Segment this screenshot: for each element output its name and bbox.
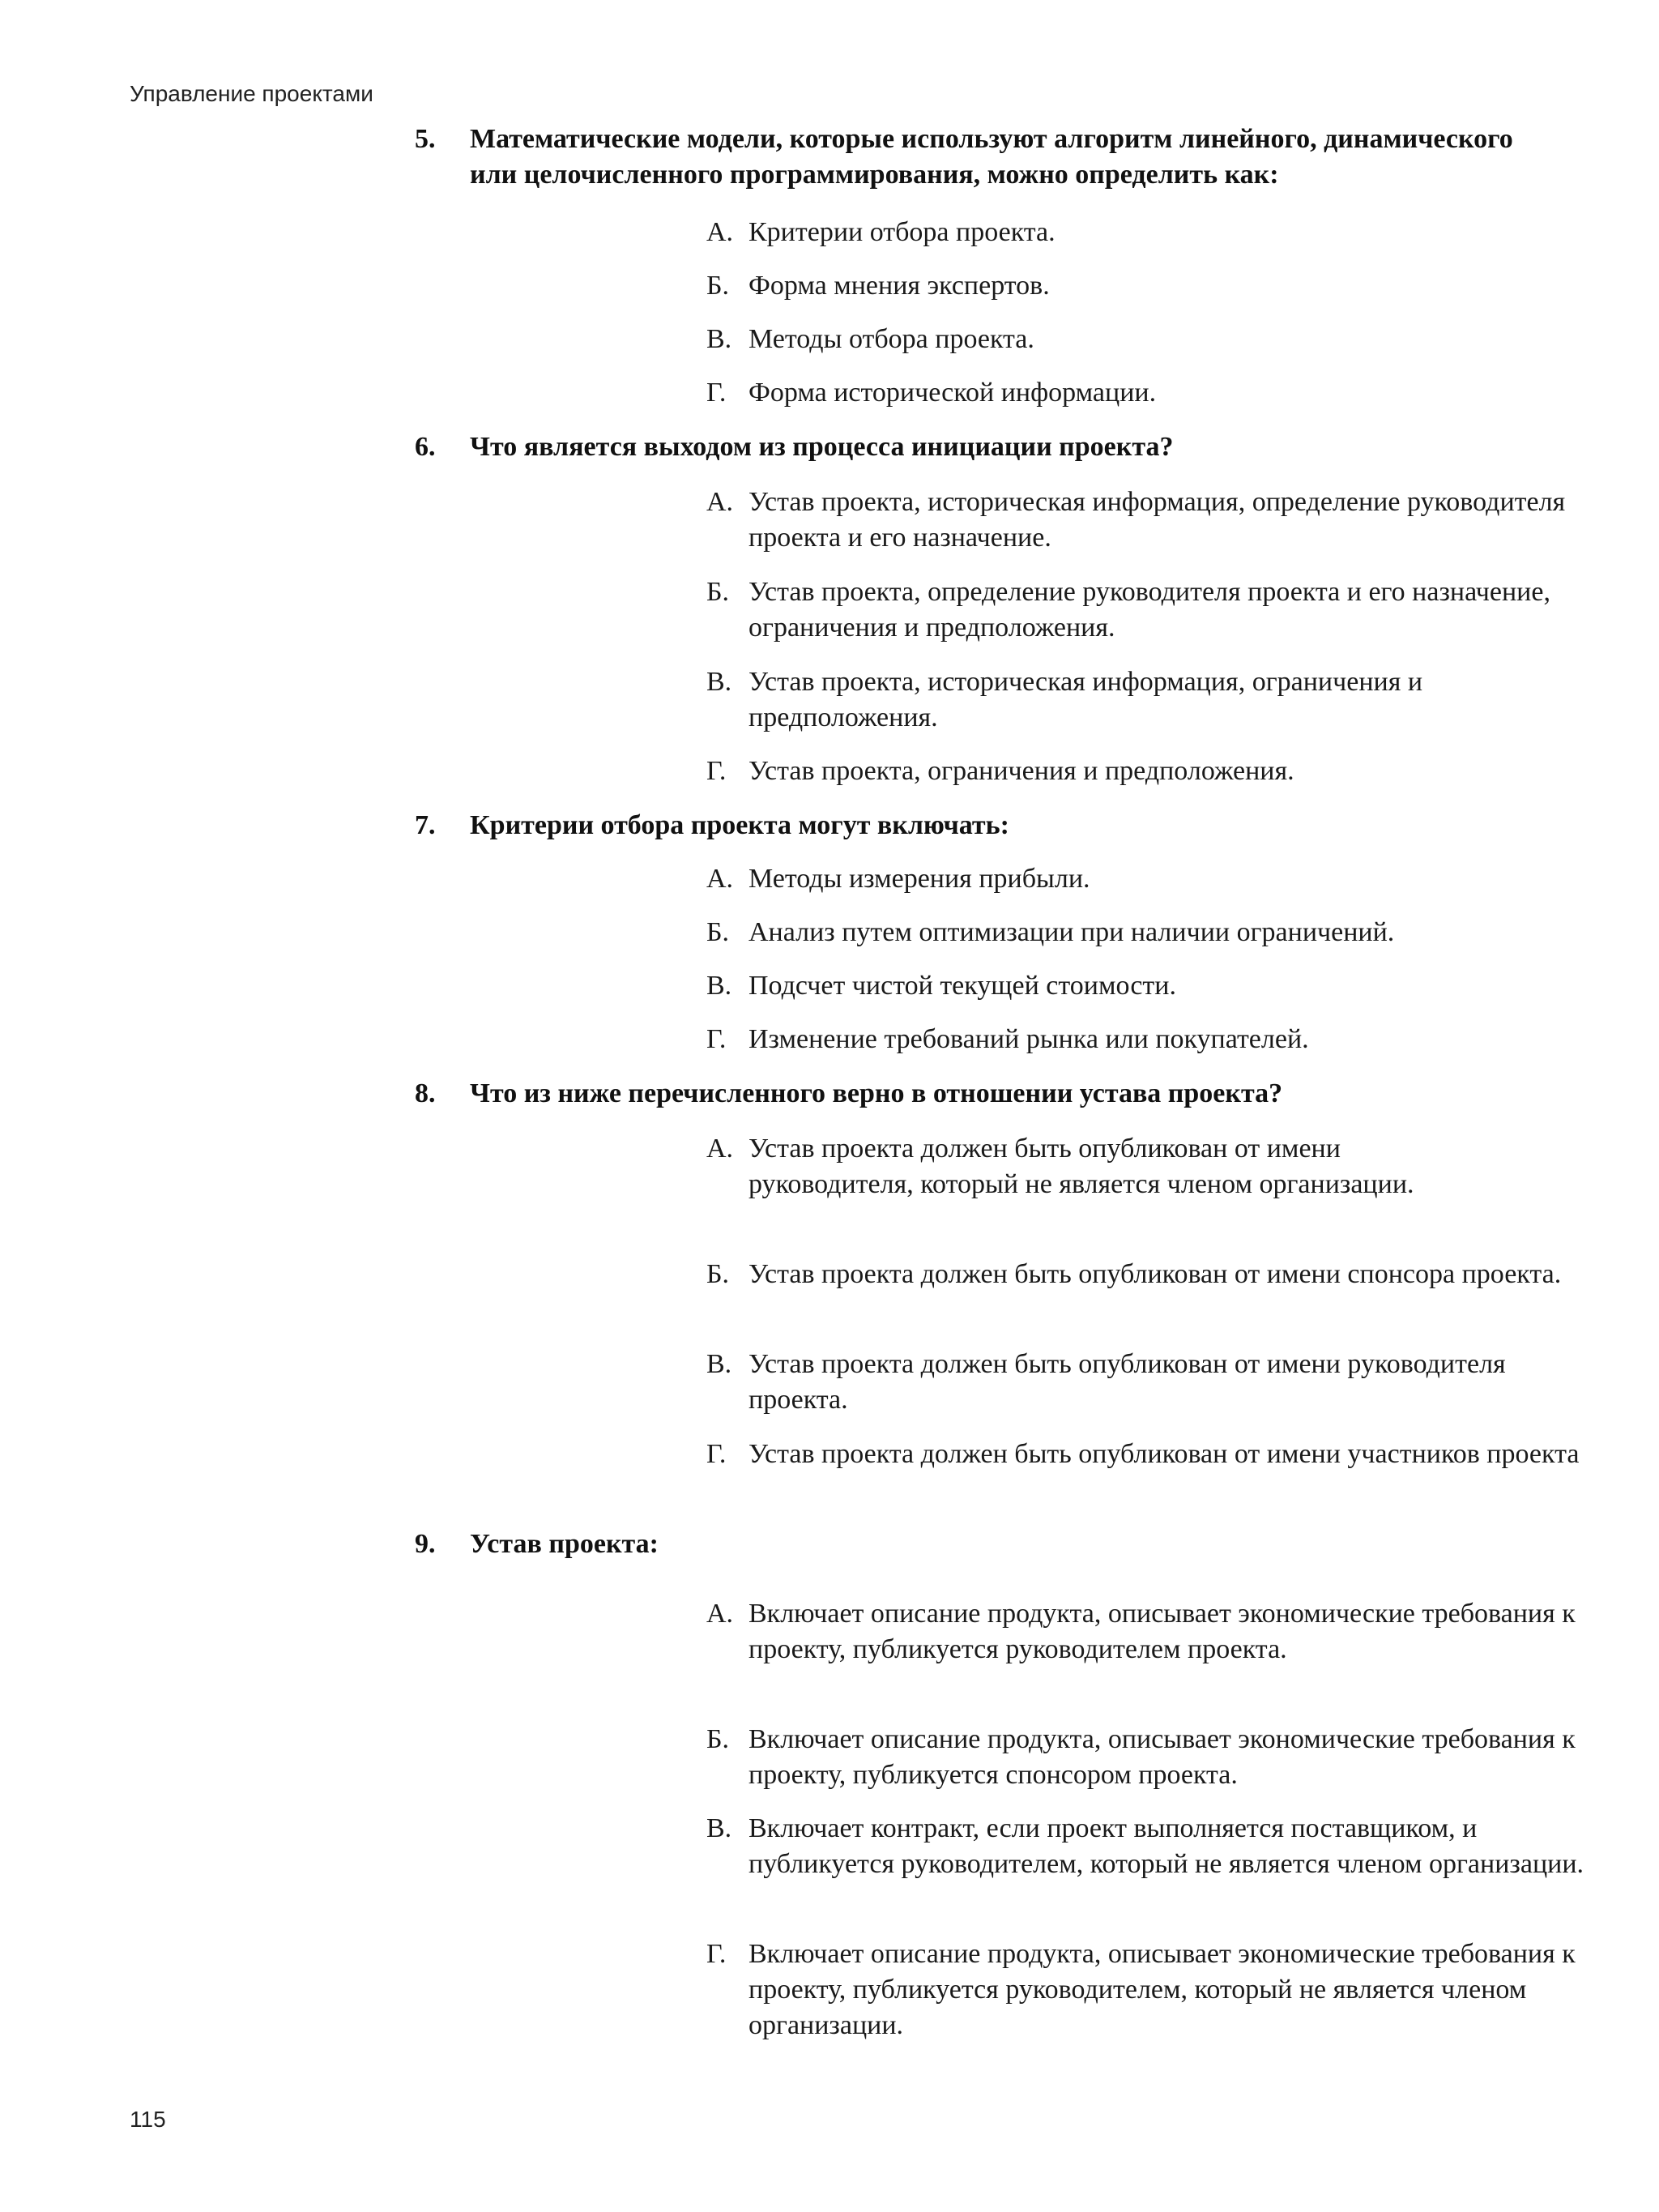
answer-option <box>706 574 1607 646</box>
question-7 <box>415 808 1565 843</box>
question-stem <box>415 1076 1565 1112</box>
answer-letter: А. <box>706 1134 734 1164</box>
answer-text: Методы измерения прибыли. <box>748 864 1090 894</box>
answer-letter: Б. <box>706 917 730 947</box>
question-text: Устав проекта: <box>470 1529 659 1559</box>
answer-letter: А. <box>706 487 734 517</box>
answer-text: Форма исторической информации. <box>748 378 1157 408</box>
question-number: 7. <box>415 810 436 840</box>
answer-letter: Б. <box>706 271 730 301</box>
running-head: Управление проектами <box>130 81 373 106</box>
answer-option <box>706 215 1607 250</box>
answer-letter: Б. <box>706 1259 730 1289</box>
question-stem <box>415 429 1565 465</box>
answer-text: Устав проекта должен быть опубликован от имени руководителя проекта. <box>748 1349 1506 1415</box>
answer-option <box>706 322 1607 357</box>
answer-option <box>706 1437 1607 1472</box>
answer-letter: Г. <box>706 1024 727 1054</box>
question-text: Что из ниже перечисленного верно в отношении устава проекта? <box>470 1078 1283 1108</box>
answer-option <box>706 485 1607 556</box>
answer-option <box>706 1811 1607 1882</box>
answer-letter: В. <box>706 667 732 697</box>
answer-option <box>706 1722 1607 1793</box>
answer-option <box>706 268 1607 304</box>
answer-text: Подсчет чистой текущей стоимости. <box>748 971 1176 1001</box>
answer-text: Устав проекта, историческая информация, определение руководителя проекта и его назначение. <box>748 487 1566 553</box>
answer-letter: А. <box>706 1599 734 1629</box>
question-5 <box>415 122 1565 193</box>
question-8 <box>415 1076 1565 1112</box>
answer-option <box>706 1022 1607 1057</box>
answer-letter: В. <box>706 1813 732 1843</box>
answer-letter: А. <box>706 217 734 247</box>
answer-letter: Г. <box>706 1939 727 1969</box>
answer-text: Включает описание продукта, описывает экономические требования к проекту, публикуется руководителем, который не является членом организации. <box>748 1939 1576 2040</box>
answer-letter: Г. <box>706 756 727 786</box>
answer-option <box>706 1937 1607 2043</box>
answer-option <box>706 968 1607 1004</box>
answer-text: Устав проекта, определение руководителя проекта и его назначение, ограничения и предположения. <box>748 577 1550 643</box>
answer-text: Устав проекта, историческая информация, ограничения и предположения. <box>748 667 1423 732</box>
question-stem <box>415 808 1565 843</box>
answer-letter: Г. <box>706 1439 727 1469</box>
answer-option <box>706 375 1607 411</box>
question-stem <box>415 1527 1565 1562</box>
answer-option <box>706 664 1607 736</box>
answer-letter: А. <box>706 864 734 894</box>
page-number: 115 <box>130 2107 166 2132</box>
answer-text: Изменение требований рынка или покупателей. <box>748 1024 1309 1054</box>
answer-letter: Г. <box>706 378 727 408</box>
answer-text: Форма мнения экспертов. <box>748 271 1050 301</box>
question-number: 5. <box>415 124 436 154</box>
answer-text: Устав проекта должен быть опубликован от имени участников проекта <box>748 1439 1580 1469</box>
answer-text: Включает контракт, если проект выполняется поставщиком, и публикуется руководителем, который не является членом организации. <box>748 1813 1584 1879</box>
answer-text: Устав проекта должен быть опубликован от имени спонсора проекта. <box>748 1259 1562 1289</box>
answer-text: Устав проекта, ограничения и предположения. <box>748 756 1294 786</box>
question-number: 6. <box>415 432 436 462</box>
question-number: 9. <box>415 1529 436 1559</box>
answer-option <box>706 861 1607 897</box>
answer-option <box>706 915 1607 950</box>
question-6 <box>415 429 1565 465</box>
question-9 <box>415 1527 1565 1562</box>
answer-option <box>706 1257 1607 1292</box>
question-text: Математические модели, которые используют алгоритм линейного, динамического или целочисленного программирования, можно определить как: <box>470 124 1513 190</box>
question-text: Критерии отбора проекта могут включать: <box>470 810 1009 840</box>
answer-letter: В. <box>706 1349 732 1379</box>
answer-letter: В. <box>706 324 732 354</box>
question-text: Что является выходом из процесса инициации проекта? <box>470 432 1174 462</box>
answer-text: Критерии отбора проекта. <box>748 217 1056 247</box>
answer-text: Анализ путем оптимизации при наличии ограничений. <box>748 917 1395 947</box>
answer-text: Методы отбора проекта. <box>748 324 1034 354</box>
answer-option <box>706 1347 1607 1418</box>
question-number: 8. <box>415 1078 436 1108</box>
answer-letter: Б. <box>706 1724 730 1754</box>
answer-letter: В. <box>706 971 732 1001</box>
answer-option <box>706 1131 1478 1202</box>
answer-letter: Б. <box>706 577 730 607</box>
answer-text: Устав проекта должен быть опубликован от имени руководителя, который не является членом организации. <box>748 1134 1414 1199</box>
answer-text: Включает описание продукта, описывает экономические требования к проекту, публикуется руководителем проекта. <box>748 1599 1576 1664</box>
question-stem <box>415 122 1565 193</box>
answer-text: Включает описание продукта, описывает экономические требования к проекту, публикуется спонсором проекта. <box>748 1724 1576 1790</box>
answer-option <box>706 754 1607 789</box>
answer-option <box>706 1596 1607 1668</box>
